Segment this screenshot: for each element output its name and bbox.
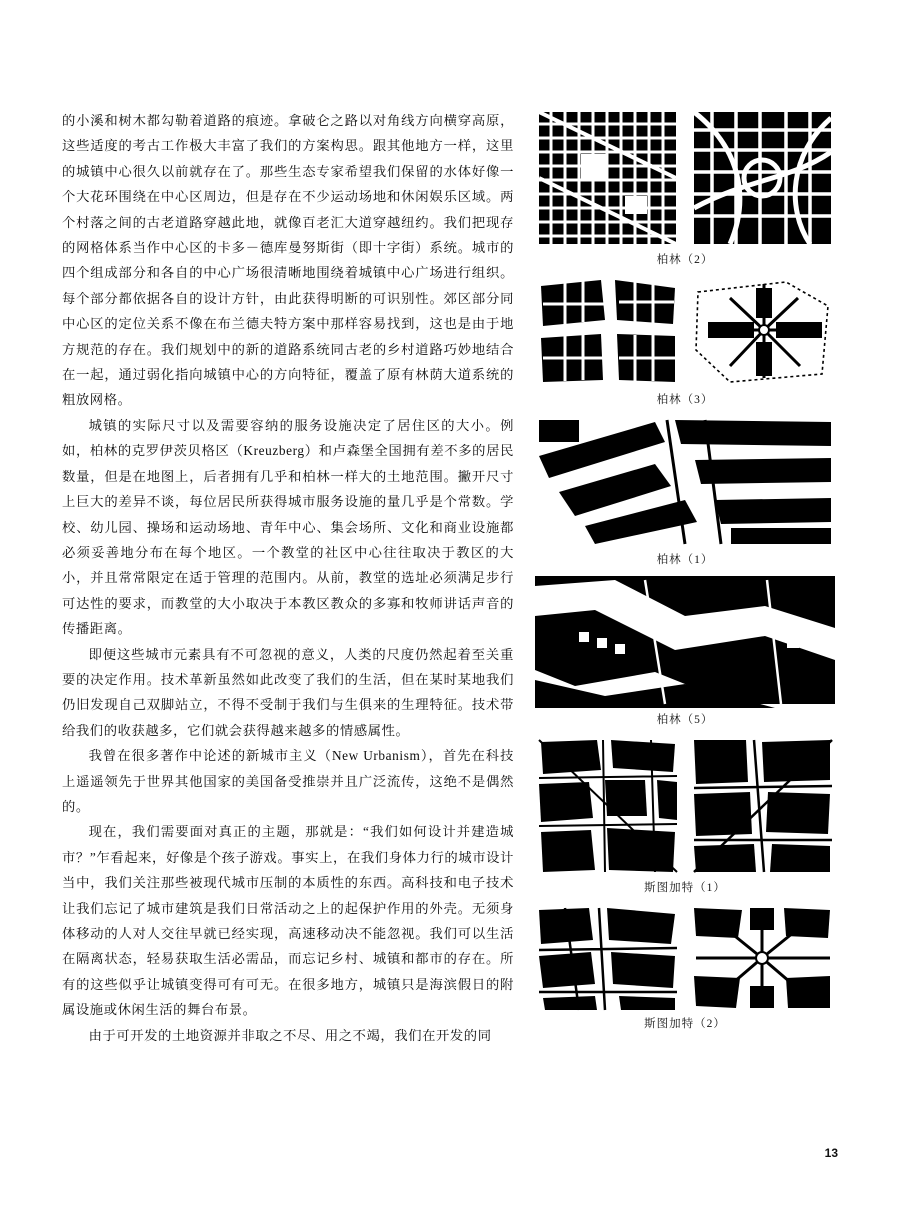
paragraph-5: 现在，我们需要面对真正的主题，那就是：“我们如何设计并建造城市？”乍看起来，好像是个孩子游戏。事实上，在我们身体力行的城市设计当中，我们关注那些被现代城市压制的本质性的东西。高科技和电子技术让我们忘记了城市建筑是我们日常活动之上的起保护作用的外壳。无须身体移动的人对人交往早就已经实现，高速移动决不能忽视。我们可以生活在隔离状态，轻易获取生活必需品，而忘记乡村、城镇和都市的存在。所有的这些似乎让城镇变得可有可无。在很多地方，城镇只是海滨假日的附属设施或休闲生活的舞台布景。	[62, 824, 514, 1018]
map-plan-stuttgart-2b	[690, 904, 835, 1012]
paragraph-3: 即便这些城市元素具有不可忽视的意义，人类的尺度仍然起着至关重要的决定作用。技术革新虽然如此改变了我们的生活，但在某时某地我们仍旧发现自己双脚站立，不得不受制于我们与生俱来的生理特征。技术带给我们的收获越多，它们就会获得越来越多的情感属性。	[62, 646, 514, 738]
figure-column	[535, 108, 835, 1040]
map-plan-berlin-2a	[535, 108, 680, 248]
map-plan-stuttgart-2a	[535, 904, 680, 1012]
figure-image-pair	[535, 108, 835, 248]
figure-caption: 柏林（5）	[656, 714, 714, 726]
map-plan-stuttgart-1b	[690, 736, 835, 876]
page-number: 13	[824, 1146, 838, 1160]
map-plan-berlin-1	[535, 416, 835, 548]
figure-berlin-2	[535, 108, 835, 267]
figure-berlin-3	[535, 276, 835, 407]
figure-image-pair	[535, 904, 835, 1012]
paragraph-4: 我曾在很多著作中论述的新城市主义（New Urbanism），首先在科技上遥遥领先于世界其他国家的美国备受推崇并且广泛流传，这绝不是偶然的。	[62, 748, 514, 814]
figure-image-pair	[535, 736, 835, 876]
paragraph-6: 由于可开发的土地资源并非取之不尽、用之不竭，我们在开发的同	[88, 1027, 492, 1043]
map-plan-stuttgart-1a	[535, 736, 680, 876]
figure-stuttgart-1	[535, 736, 835, 895]
body-text-column	[62, 108, 514, 1048]
paragraph-1: 的小溪和树木都勾勒着道路的痕迹。拿破仑之路以对角线方向横穿高原，这些适度的考古工作极大丰富了我们的方案构思。跟其他地方一样，这里的城镇中心很久以前就存在了。那些生态专家希望我们保留的水体好像一个大花环围绕在中心区周边，但是存在不少运动场地和休闲娱乐区域。两个村落之间的古老道路穿越此地，就像百老汇大道穿越纽约。我们把现存的网格体系当作中心区的卡多－德库曼努斯街（即十字街）系统。城市的四个组成部分和各自的中心广场很清晰地围绕着城镇中心广场进行组织。每个部分都依据各自的设计方针，由此获得明断的可识别性。郊区部分同中心区的定位关系不像在布兰德夫特方案中那样容易找到，这也是由于地方规范的存在。我们规划中的新的道路系统同古老的乡村道路巧妙地结合在一起，通过弱化指向城镇中心的方向特征，覆盖了原有林荫大道系统的粗放网格。	[62, 113, 514, 408]
figure-caption: 斯图加特（2）	[644, 1018, 726, 1030]
figure-caption: 柏林（3）	[656, 394, 714, 406]
figure-stuttgart-2	[535, 904, 835, 1031]
paragraph-2: 城镇的实际尺寸以及需要容纳的服务设施决定了居住区的大小。例如，柏林的克罗伊茨贝格区（Kreuzberg）和卢森堡全国拥有差不多的居民数量，但是在地图上，后者拥有几乎和柏林一样大的土地范围。撇开尺寸上巨大的差异不谈，每位居民所获得城市服务设施的量几乎是个常数。学校、幼儿园、操场和运动场地、青年中心、集会场所、文化和商业设施都必须妥善地分布在每个地区。一个教堂的社区中心往往取决于教区的大小，并且常常限定在适于管理的范围内。从前，教堂的选址必须满足步行可达性的要求，而教堂的大小取决于本教区教众的多寡和牧师讲话声音的传播距离。	[62, 417, 514, 637]
figure-caption: 柏林（2）	[656, 254, 714, 266]
map-plan-berlin-5	[535, 576, 835, 708]
figure-berlin-1	[535, 416, 835, 567]
map-plan-berlin-2b	[690, 108, 835, 248]
map-plan-berlin-3b	[690, 276, 835, 388]
figure-berlin-5	[535, 576, 835, 727]
figure-image-pair	[535, 276, 835, 388]
figure-caption: 斯图加特（1）	[644, 882, 726, 894]
figure-caption: 柏林（1）	[656, 554, 714, 566]
map-plan-berlin-3a	[535, 276, 680, 388]
